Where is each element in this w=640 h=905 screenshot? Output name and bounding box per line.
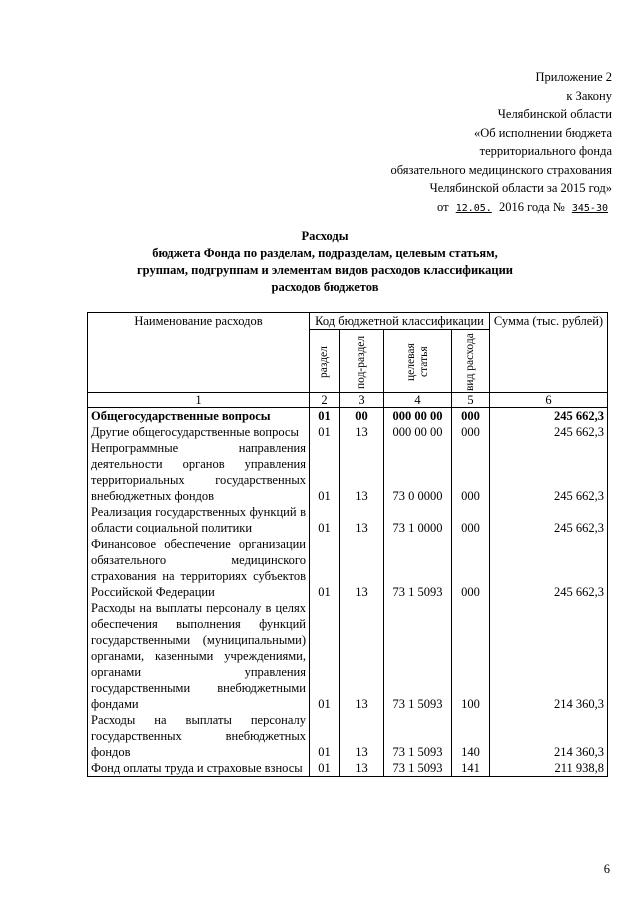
cell-sum: 245 662,3 — [490, 424, 608, 440]
cell-name: Расходы на выплаты персоналу государственных внебюджетных фондов — [88, 712, 310, 760]
cell-podrazdel: 13 — [340, 536, 384, 600]
header-vid: вид расхода — [452, 330, 490, 393]
expenses-table — [87, 312, 608, 777]
appendix-date-line — [312, 198, 612, 219]
colnum: 1 — [88, 393, 310, 408]
cell-vid: 000 — [452, 424, 490, 440]
cell-razdel: 01 — [310, 760, 340, 777]
cell-vid: 141 — [452, 760, 490, 777]
cell-name: Финансовое обеспечение организации обязательного медицинского страхования на территориях субъектов Российской Федерации — [88, 536, 310, 600]
cell-sum: 245 662,3 — [490, 536, 608, 600]
cell-name: Расходы на выплаты персоналу в целях обеспечения выполнения функций государственными (муниципальными) органами, казенными учреждениями, органами управления государственными внебюджетными фондами — [88, 600, 310, 712]
appendix-line: территориального фонда — [479, 144, 612, 158]
cell-vid: 000 — [452, 536, 490, 600]
cell-vid: 140 — [452, 712, 490, 760]
law-number: 345-30 — [571, 202, 608, 214]
cell-sum: 245 662,3 — [490, 440, 608, 504]
table-row — [88, 600, 608, 712]
cell-sum: 214 360,3 — [490, 600, 608, 712]
cell-sum: 245 662,3 — [490, 504, 608, 536]
header-sum: Сумма (тыс. рублей) — [490, 313, 608, 393]
appendix-block — [312, 68, 612, 218]
colnum: 2 — [310, 393, 340, 408]
cell-name: Фонд оплаты труда и страховые взносы — [88, 760, 310, 777]
cell-razdel: 01 — [310, 600, 340, 712]
header-podrazdel: под-раздел — [340, 330, 384, 393]
appendix-line: «Об исполнении бюджета — [473, 125, 612, 140]
header-code: Код бюджетной классификации — [310, 313, 490, 330]
document-title — [80, 228, 570, 296]
page-number: 6 — [603, 862, 610, 876]
cell-podrazdel: 13 — [340, 440, 384, 504]
cell-statya: 73 1 5093 — [384, 536, 452, 600]
cell-razdel: 01 — [310, 440, 340, 504]
cell-vid: 000 — [452, 440, 490, 504]
appendix-line: к Закону — [566, 88, 612, 103]
cell-name: Реализация государственных функций в области социальной политики — [88, 504, 310, 536]
appendix-line: обязательного медицинского страхования — [390, 162, 612, 177]
cell-podrazdel: 13 — [340, 760, 384, 777]
title-line: бюджета Фонда по разделам, подразделам, целевым статьям, — [152, 246, 498, 260]
cell-sum: 214 360,3 — [490, 712, 608, 760]
table-row — [88, 536, 608, 600]
date-value: 12.05. — [455, 202, 492, 214]
table-row — [88, 712, 608, 760]
appendix-line: Челябинской области — [497, 107, 612, 121]
table-row — [88, 424, 608, 440]
cell-razdel: 01 — [310, 536, 340, 600]
colnum: 4 — [384, 393, 452, 408]
cell-name: Непрограммные направления деятельности органов управления территориальных государственных внебюджетных фондов — [88, 440, 310, 504]
cell-vid: 000 — [452, 408, 490, 425]
title-line: Расходы — [301, 229, 349, 243]
date-prefix: от — [437, 199, 449, 214]
table-row — [88, 440, 608, 504]
cell-razdel: 01 — [310, 408, 340, 425]
cell-podrazdel: 13 — [340, 424, 384, 440]
appendix-line: Приложение 2 — [535, 70, 612, 84]
title-line: группам, подгруппам и элементам видов расходов классификации — [136, 263, 514, 277]
cell-statya: 73 1 5093 — [384, 712, 452, 760]
cell-razdel: 01 — [310, 504, 340, 536]
colnum: 6 — [490, 393, 608, 408]
cell-statya: 000 00 00 — [384, 408, 452, 425]
cell-podrazdel: 13 — [340, 712, 384, 760]
cell-statya: 73 1 5093 — [384, 760, 452, 777]
title-line: расходов бюджетов — [271, 280, 379, 294]
cell-statya: 73 1 0000 — [384, 504, 452, 536]
header-razdel: раздел — [310, 330, 340, 393]
cell-name: Другие общегосударственные вопросы — [88, 424, 310, 440]
header-name: Наименование расходов — [88, 313, 310, 393]
colnum: 3 — [340, 393, 384, 408]
cell-statya: 73 0 0000 — [384, 440, 452, 504]
cell-vid: 100 — [452, 600, 490, 712]
cell-name: Общегосударственные вопросы — [88, 408, 310, 425]
cell-statya: 73 1 5093 — [384, 600, 452, 712]
cell-statya: 000 00 00 — [384, 424, 452, 440]
cell-podrazdel: 00 — [340, 408, 384, 425]
cell-sum: 211 938,8 — [490, 760, 608, 777]
cell-podrazdel: 13 — [340, 600, 384, 712]
colnum: 5 — [452, 393, 490, 408]
date-middle: 2016 года № — [498, 199, 565, 214]
cell-vid: 000 — [452, 504, 490, 536]
appendix-line: Челябинской области за 2015 год» — [429, 181, 612, 195]
cell-podrazdel: 13 — [340, 504, 384, 536]
cell-sum: 245 662,3 — [490, 408, 608, 425]
cell-razdel: 01 — [310, 424, 340, 440]
header-statya: целевая статья — [384, 330, 452, 393]
table-row — [88, 504, 608, 536]
cell-razdel: 01 — [310, 712, 340, 760]
table-row — [88, 408, 608, 425]
table-row — [88, 760, 608, 777]
